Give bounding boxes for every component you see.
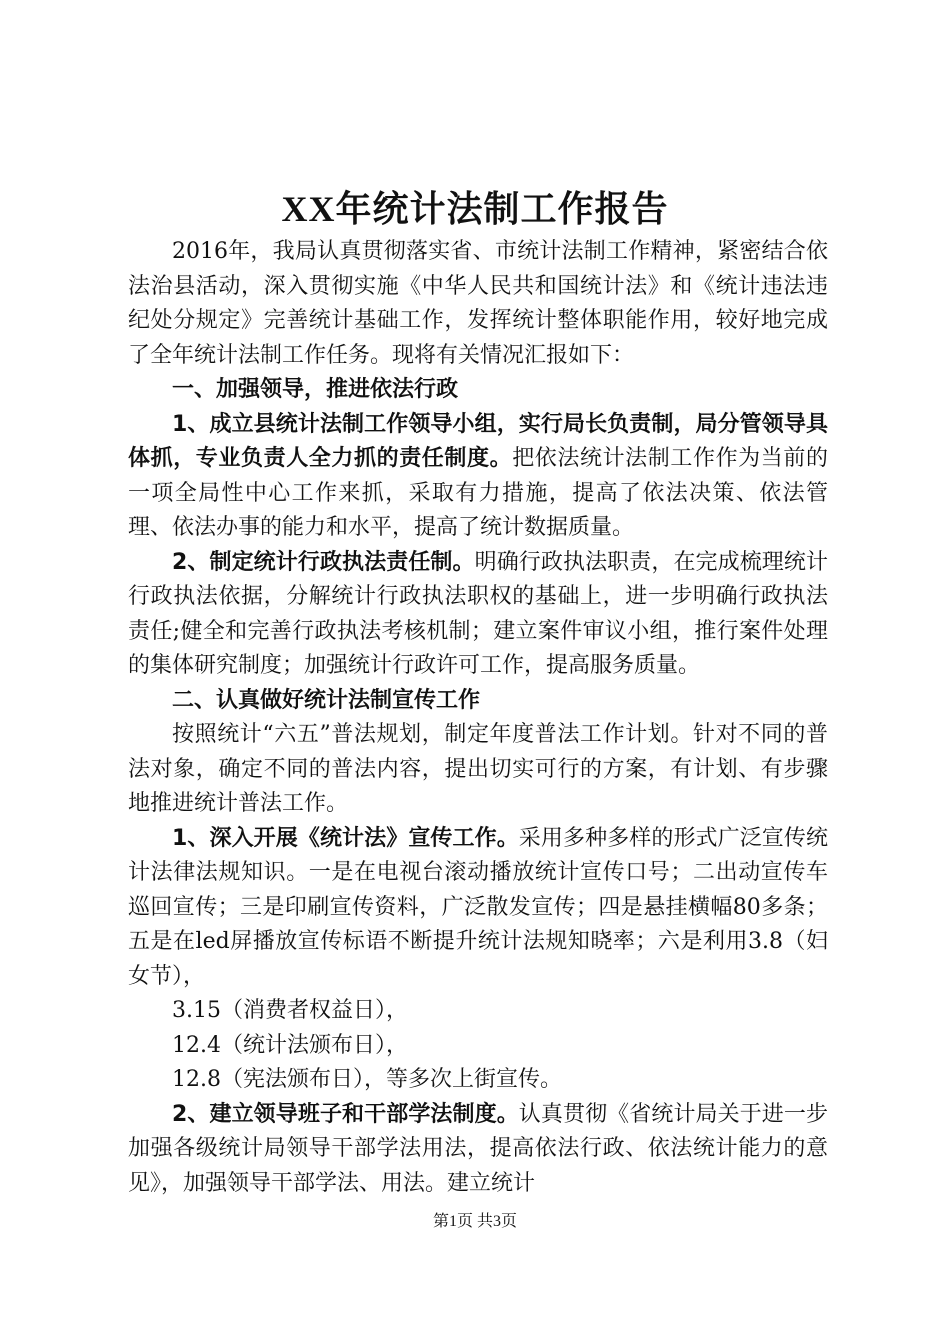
paragraph-lead: 1、深入开展《统计法》宣传工作。	[172, 825, 519, 851]
paragraph-lead: 1、成立县统计法制工作领导小组，实行局长负责制，局分管领导具体抓，专业负责人全力抓的责任制度。	[128, 411, 828, 471]
paragraph-text: 采用多种多样的形式广泛宣传统计法律法规知识。一是在电视台滚动播放统计宣传口号；二出动宣传车巡回宣传；三是印刷宣传资料，广泛散发宣传；四是悬挂横幅80多条；五是在led屏播放宣传标语不断提升统计法规知晓率；六是利用3.8（妇女节），	[128, 825, 828, 989]
paragraph-text: 把依法统计法制工作作为当前的一项全局性中心工作来抓，采取有力措施，提高了依法决策、依法管理、依法办事的能力和水平，提高了统计数据质量。	[128, 446, 828, 540]
paragraph-date-line-1	[128, 994, 828, 1029]
paragraph-lead: 2、建立领导班子和干部学法制度。	[172, 1101, 519, 1127]
paragraph-text: 认真贯彻《省统计局关于进一步加强各级统计局领导干部学法用法，提高依法行政、依法统计能力的意见》，加强领导干部学法、用法。建立统计	[128, 1101, 828, 1196]
section-heading-2: 二、认真做好统计法制宣传工作	[172, 687, 481, 713]
page-footer: 第1页 共3页	[432, 1213, 517, 1230]
document-body	[128, 235, 828, 1201]
paragraph-text: 2016年，我局认真贯彻落实省、市统计法制工作精神，紧密结合依法治县活动，深入贯彻实施《中华人民共和国统计法》和《统计违法违纪处分规定》完善统计基础工作，发挥统计整体职能作用，较好地完成了全年统计法制工作任务。现将有关情况汇报如下：	[128, 239, 828, 368]
paragraph-2-2	[128, 1098, 828, 1202]
paragraph-1-2	[128, 546, 828, 684]
paragraph-intro	[128, 235, 828, 373]
paragraph-date-line-3	[128, 1063, 828, 1098]
paragraph-1-1	[128, 408, 828, 546]
section-heading-1: 一、加强领导，推进依法行政	[172, 377, 459, 402]
paragraph-2-intro	[128, 718, 828, 822]
paragraph-date-line-2	[128, 1029, 828, 1064]
paragraph-text: 明确行政执法职责，在完成梳理统计行政执法依据，分解统计行政执法职权的基础上，进一步明确行政执法责任;健全和完善行政执法考核机制；建立案件审议小组，推行案件处理的集体研究制度；加强统计行政许可工作，提高服务质量。	[128, 549, 828, 678]
paragraph-text: 12.8（宪法颁布日），等多次上街宣传。	[172, 1067, 562, 1092]
paragraph-2-1	[128, 822, 828, 995]
paragraph-text: 12.4（统计法颁布日），	[172, 1032, 408, 1058]
document-title: XX年统计法制工作报告	[281, 189, 669, 229]
paragraph-text: 按照统计“六五”普法规划，制定年度普法工作计划。针对不同的普法对象，确定不同的普法内容，提出切实可行的方案，有计划、有步骤地推进统计普法工作。	[128, 722, 828, 816]
paragraph-lead: 2、制定统计行政执法责任制。	[172, 549, 475, 575]
paragraph-text: 3.15（消费者权益日），	[172, 998, 408, 1023]
